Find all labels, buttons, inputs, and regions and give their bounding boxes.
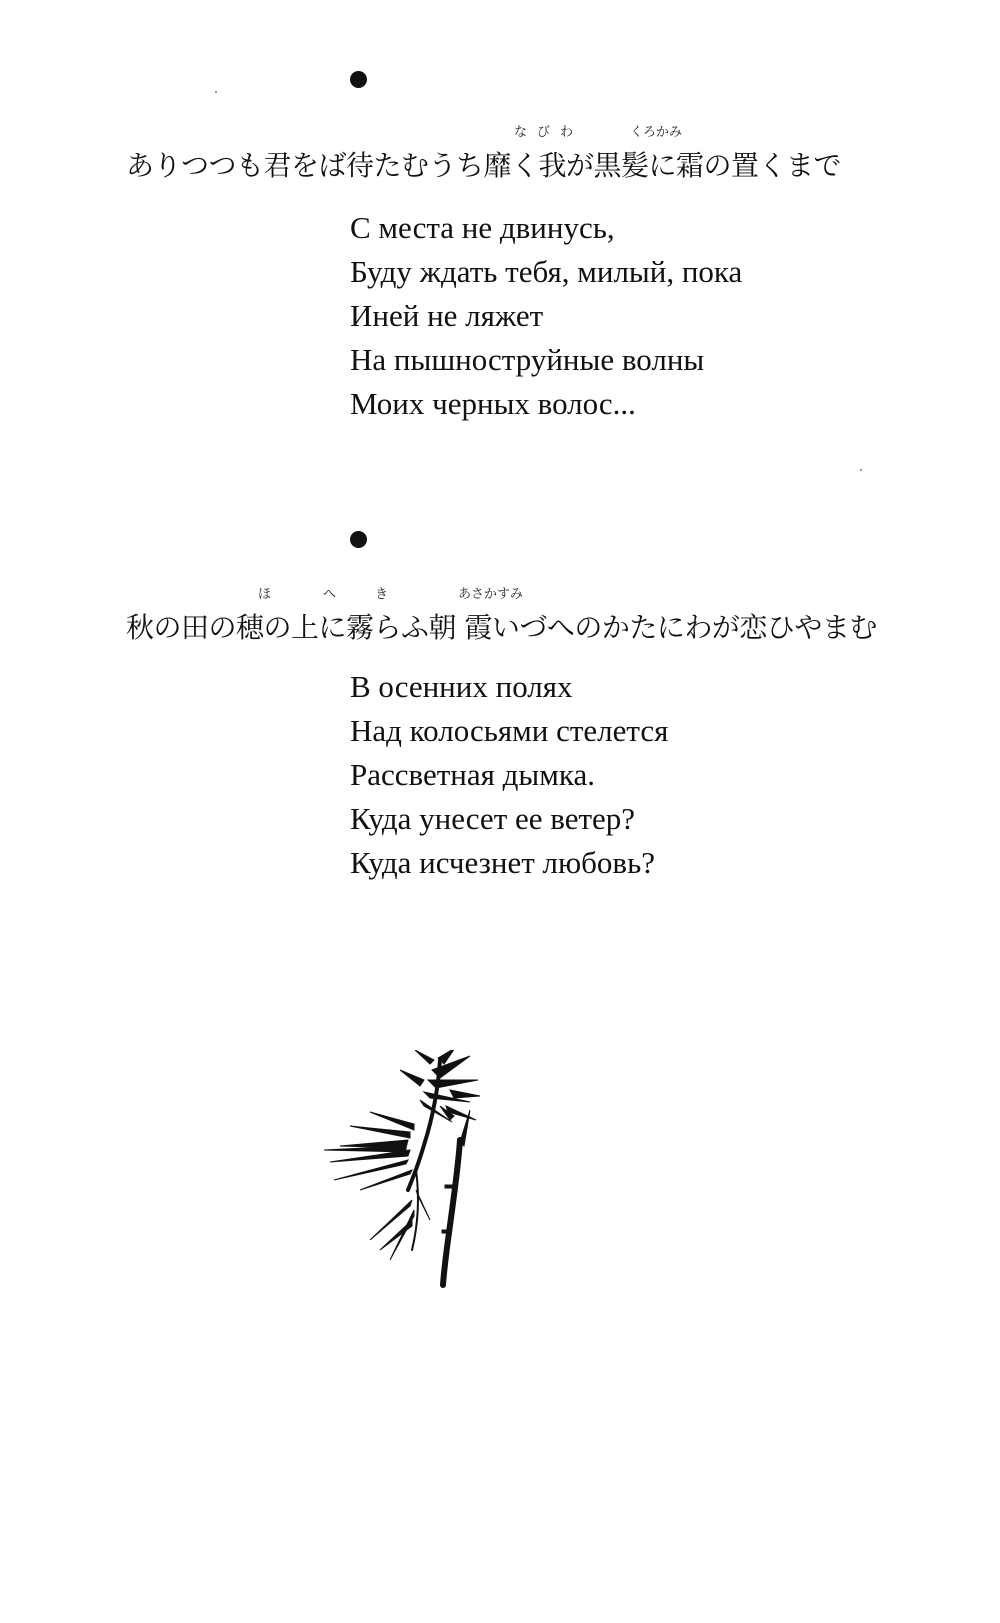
poem-1-furigana: [0, 121, 1000, 140]
poem-2-furigana: [0, 583, 1000, 602]
furigana-he: へ: [323, 587, 337, 602]
poem-1-line-2: Буду ждать тебя, милый, пока: [350, 254, 743, 289]
poem-1-russian: [350, 206, 742, 426]
furigana-ho: ほ: [258, 587, 272, 602]
poem-1-japanese: ありつつも君をば待たむうち靡く我が黒髪に霜の置くまで: [126, 149, 842, 182]
poem-1-line-1: С места не двинусь,: [350, 210, 615, 245]
poem-2-russian: [350, 665, 668, 885]
poem-2-line-2: Над колосьями стелется: [350, 713, 669, 748]
bamboo-illustration: [320, 1050, 510, 1290]
poem-1-bullet: [350, 71, 367, 88]
poem-2-line-1: В осенних полях: [350, 669, 573, 704]
paper-speck: [215, 91, 217, 93]
poem-2-line-3: Рассветная дымка.: [350, 757, 595, 792]
furigana-asakasumi: あさかすみ: [458, 587, 524, 602]
poem-2-line-4: Куда унесет ее ветер?: [350, 801, 636, 836]
poem-1-line-4: На пышноструйные волны: [350, 342, 705, 377]
poem-2-bullet: [350, 531, 367, 548]
poem-1-line-5: Моих черных волос...: [350, 386, 636, 421]
paper-speck: [860, 469, 862, 471]
furigana-nabiwa: なびわ: [514, 125, 584, 140]
poem-2-line-5: Куда исчезнет любовь?: [350, 845, 655, 880]
poem-2-japanese: 秋の田の穂の上に霧らふ朝 霞いづへのかたにわが恋ひやまむ: [126, 611, 877, 644]
furigana-kurokami: くろかみ: [630, 125, 683, 140]
furigana-ki: き: [375, 587, 389, 602]
poem-1-line-3: Иней не ляжет: [350, 298, 544, 333]
